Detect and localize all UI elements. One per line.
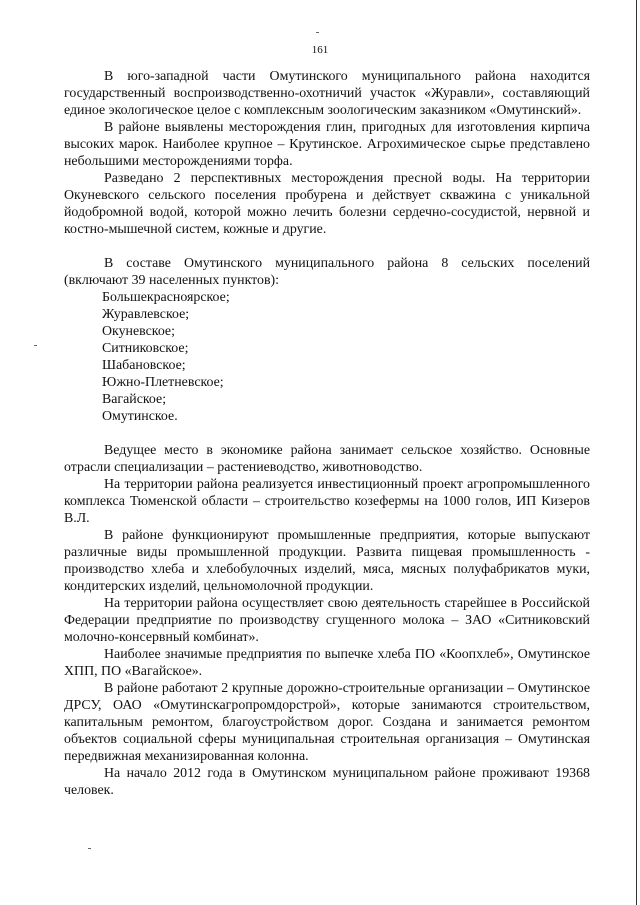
spacer <box>64 238 590 255</box>
paragraph-fresh-water: Разведано 2 перспективных месторождения пресной воды. На территории Окуневского сельского поселения пробурена и действует скважина с уникальной йодобромной водой, которой можно лечить болезни сердечно-сосудистой, нервной и костно-мышечной систем, кожные и другие. <box>64 171 590 237</box>
list-item: Шабановское; <box>102 358 186 373</box>
paragraph-clay-deposits: В районе выявлены месторождения глин, пригодных для изготовления кирпича высоких марок. Наиболее крупное – Крутинское. Агрохимическое сырье представлено небольшими месторождениями торфа. <box>64 120 590 169</box>
scan-speck <box>316 32 319 33</box>
settlements-list <box>64 289 590 425</box>
paragraph-settlements-intro: В составе Омутинского муниципального района 8 сельских поселений (включают 39 населенных пунктов): <box>64 256 590 288</box>
list-item: Ситниковское; <box>102 341 189 356</box>
paragraph-road-construction: В районе работают 2 крупные дорожно-строительные организации – Омутинское ДРСУ, ОАО «Омутинскагропромдорстрой», которые занимаются строительством, капитальным ремонтом, благоустройством дорог. Создана и занимается ремонтом объектов социальной сферы муниципальная строительная организация – Омутинская передвижная механизированная колонна. <box>64 681 590 764</box>
paragraph-milk-plant: На территории района осуществляет свою деятельность старейшее в Российской Федерации предприятие по производству сгущенного молока – ЗАО «Ситниковский молочно-консервный комбинат». <box>64 596 590 645</box>
section-nature <box>64 68 590 238</box>
paragraph-hunting-area: В юго-западной части Омутинского муниципального района находится государственный воспроизводственно-охотничий участок «Журавли», составляющий единое экологическое целое с комплексным зоологическим заказником «Омутинский». <box>64 69 590 118</box>
scan-speck <box>88 848 91 849</box>
list-item: Вагайское; <box>102 392 167 407</box>
paragraph-population: На начало 2012 года в Омутинском муниципальном районе проживают 19368 человек. <box>64 766 590 798</box>
section-settlements <box>64 255 590 425</box>
scan-speck <box>34 345 37 346</box>
list-item: Журавлевское; <box>102 307 190 322</box>
list-item: Омутинское. <box>102 409 178 424</box>
paragraph-bakeries: Наиболее значимые предприятия по выпечке хлеба ПО «Коопхлеб», Омутинское ХПП, ПО «Вагайское». <box>64 647 590 679</box>
paragraph-investment-project: На территории района реализуется инвестиционный проект агропромышленного комплекса Тюменской области – строительство козефермы на 1000 голов, ИП Кизеров В.Л. <box>64 477 590 526</box>
paragraph-agriculture: Ведущее место в экономике района занимает сельское хозяйство. Основные отрасли специализации – растениеводство, животноводство. <box>64 443 590 475</box>
paragraph-industry: В районе функционируют промышленные предприятия, которые выпускают различные виды промышленной продукции. Развита пищевая промышленность - производство хлеба и хлебобулочных изделий, мяса, мясных полуфабрикатов муки, кондитерских изделий, цельномолочной продукции. <box>64 528 590 594</box>
list-item: Большекрасноярское; <box>102 290 230 305</box>
page-number: 161 <box>311 44 329 56</box>
list-item: Окуневское; <box>102 324 175 339</box>
section-economy <box>64 442 590 799</box>
scan-border <box>636 0 637 905</box>
spacer <box>64 425 590 442</box>
list-item: Южно-Плетневское; <box>102 375 224 390</box>
